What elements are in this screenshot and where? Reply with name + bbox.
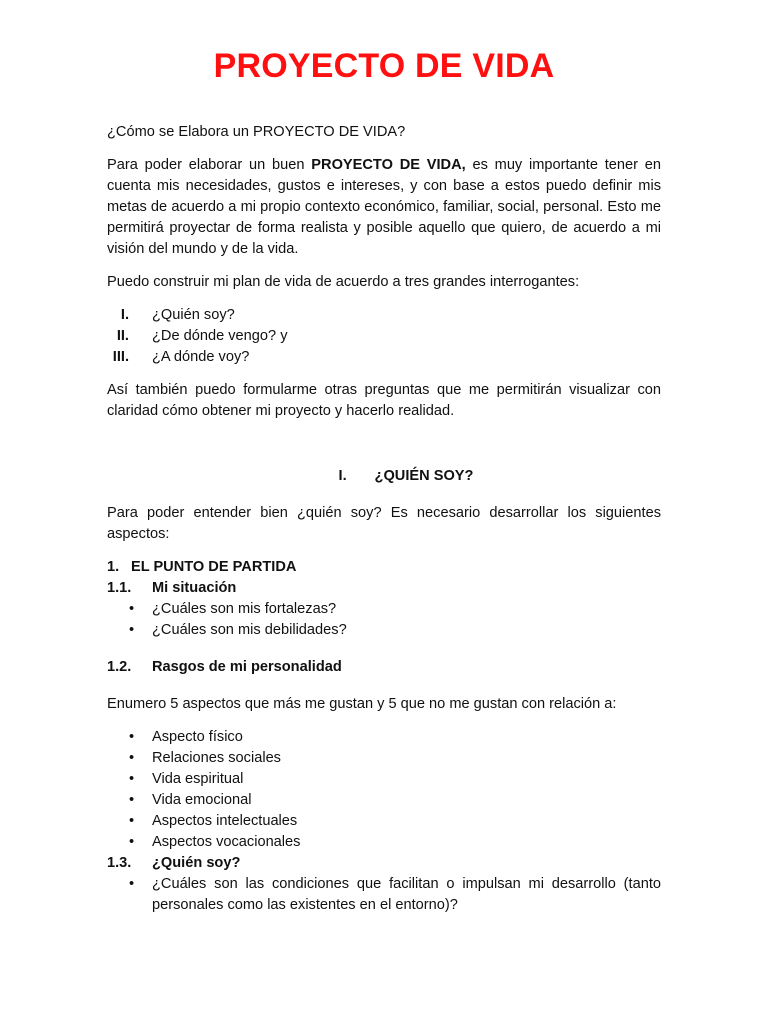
intro-text-start: Para poder elaborar un buen [107,157,312,173]
heading-quien-soy [107,853,661,874]
heading-text: ¿Quién soy? [152,855,241,871]
list-item [107,727,661,748]
list-item [107,620,661,641]
enumero-paragraph: Enumero 5 aspectos que más me gustan y 5 que no me gustan con relación a: [107,696,617,712]
heading-punto-de-partida [107,557,661,578]
heading-number: 1.3. [107,855,132,871]
intro-bold-text: PROYECTO DE VIDA, [311,157,466,173]
list-text: ¿A dónde voy? [152,349,250,365]
question-heading: ¿Cómo se Elabora un PROYECTO DE VIDA? [107,124,406,140]
list-text: Relaciones sociales [152,750,281,766]
roman-list [107,305,661,368]
list-text: Vida emocional [152,792,252,808]
heading-mi-situacion [107,578,661,599]
section-title-text: ¿QUIÉN SOY? [374,468,474,484]
bullet-glyph: • [129,601,135,617]
aspect-bullet-list [107,727,661,853]
bullet-glyph: • [129,729,135,745]
list-item [107,874,661,916]
also-paragraph: Así también puedo formularme otras preguntas que me permitirán visualizar con claridad cómo obtener mi proyecto y hacerlo realidad. [107,382,661,419]
list-number: III. [112,349,129,365]
list-number: I. [120,307,129,323]
list-text: Aspecto físico [152,729,243,745]
intro-text-end: es muy importante tener en cuenta mis necesidades, gustos e intereses, y con base a estos puedo definir mis metas de acuerdo a mi propio contexto económico, familiar, social, personal. Esto me permitirá proyectar de forma realista y posible aquello que quiero, de acuerdo a mi visión del mundo y de la vida. [107,157,662,257]
list-number: II. [116,328,129,344]
plan-intro-paragraph: Puedo construir mi plan de vida de acuerdo a tres grandes interrogantes: [107,274,580,290]
section-number: I. [338,468,347,484]
intro-paragraph [107,155,661,260]
list-item [107,599,661,620]
heading-number: 1.2. [107,659,132,675]
heading-number: 1. [107,559,120,575]
heading-text: EL PUNTO DE PARTIDA [131,559,297,575]
bullet-glyph: • [129,750,135,766]
section-heading [107,466,661,487]
bullet-glyph: • [129,792,135,808]
bullet-glyph: • [129,622,135,638]
heading-text: Rasgos de mi personalidad [152,659,342,675]
bullet-glyph: • [129,771,135,787]
list-item [107,347,661,368]
heading-rasgos-personalidad [107,657,661,678]
list-item [107,748,661,769]
list-item [107,811,661,832]
list-item [107,832,661,853]
list-text: Aspectos intelectuales [152,813,298,829]
list-text: ¿Cuáles son mis fortalezas? [152,601,337,617]
quien-bullet-list [107,874,661,916]
list-item [107,326,661,347]
bullet-glyph: • [129,876,135,892]
list-text: ¿De dónde vengo? y [152,328,288,344]
bullet-glyph: • [129,834,135,850]
list-text: Aspectos vocacionales [152,834,301,850]
situacion-bullet-list [107,599,661,641]
list-item [107,790,661,811]
list-text: ¿Cuáles son las condiciones que facilitan o impulsan mi desarrollo (tanto personales como las existentes en el entorno)? [152,876,661,913]
list-text: ¿Quién soy? [152,307,235,323]
section-intro-paragraph: Para poder entender bien ¿quién soy? Es necesario desarrollar los siguientes aspectos: [107,505,661,542]
list-text: Vida espiritual [152,771,244,787]
document-content [107,46,661,916]
bullet-glyph: • [129,813,135,829]
list-item [107,769,661,790]
heading-number: 1.1. [107,580,132,596]
list-text: ¿Cuáles son mis debilidades? [152,622,347,638]
document-title: PROYECTO DE VIDA [213,47,555,85]
heading-text: Mi situación [152,580,237,596]
list-item [107,305,661,326]
